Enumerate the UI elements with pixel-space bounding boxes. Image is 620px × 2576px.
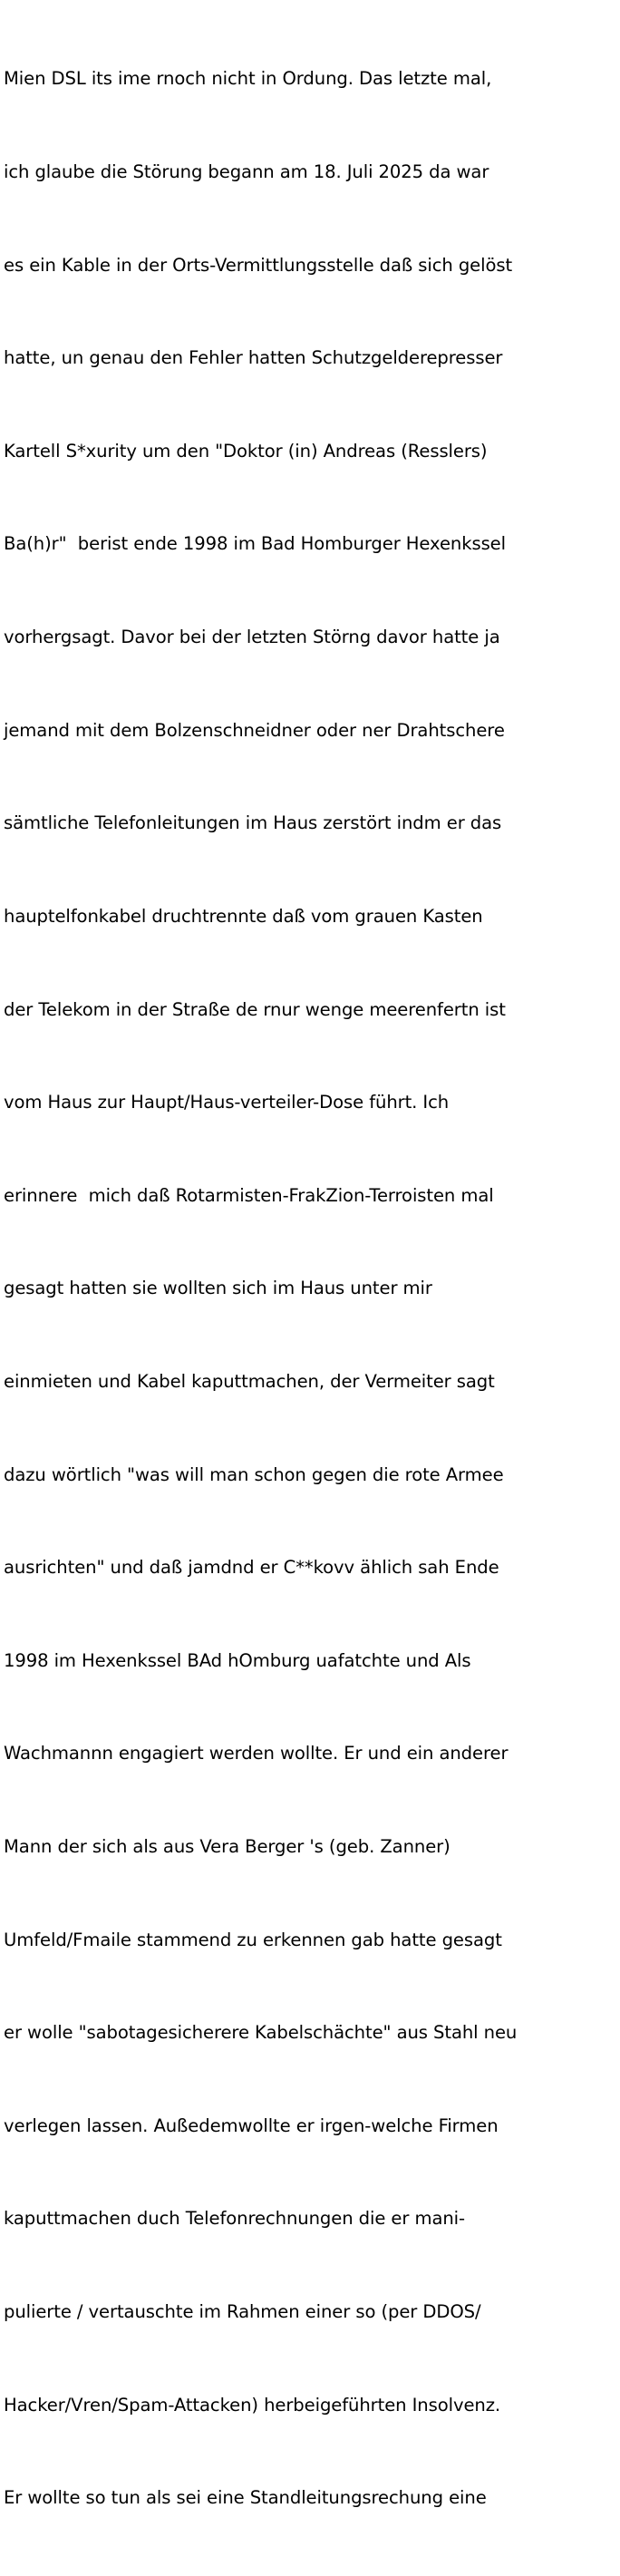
text-line: erinnere mich daß Rotarmisten-FrakZion-Terroisten mal — [4, 1184, 494, 1206]
text-line: pulierte / vertauschte im Rahmen einer so (per DDOS/ — [4, 2301, 481, 2323]
text-line: Er wollte so tun als sei eine Standleitungsrechung eine — [4, 2487, 487, 2509]
text-line: Wachmannn engagiert werden wollte. Er und ein anderer — [4, 1743, 509, 1764]
text-line: ausrichten" und daß jamdnd er C**kovv ählich sah Ende — [4, 1557, 499, 1579]
text-line: vorhergsagt. Davor bei der letzten Störng davor hatte ja — [4, 627, 500, 648]
text-line: Kartell S*xurity um den "Doktor (in) Andreas (Resslers) — [4, 440, 488, 462]
text-line: Umfeld/Fmaile stammend zu erkennen gab hatte gesagt — [4, 1929, 502, 1950]
text-line: hatte, un genau den Fehler hatten Schutzgelderepresser — [4, 347, 503, 369]
text-line: es ein Kable in der Orts-Vermittlungsstelle daß sich gelöst — [4, 254, 513, 276]
text-line: er wolle "sabotagesicherere Kabelschächte" aus Stahl neu — [4, 2022, 518, 2044]
text-line: der Telekom in der Straße de rnur wenge meerenfertn ist — [4, 998, 506, 1020]
text-line: Mien DSL its ime rnoch nicht in Ordung. Das letzte mal, — [4, 68, 492, 90]
text-line: kaputtmachen duch Telefonrechnungen die er mani- — [4, 2208, 465, 2230]
text-line: jemand mit dem Bolzenschneidner oder ner Drahtschere — [4, 719, 505, 741]
text-line: vom Haus zur Haupt/Haus-verteiler-Dose führt. Ich — [4, 1092, 450, 1113]
text-line: Mann der sich als aus Vera Berger 's (geb. Zanner) — [4, 1835, 450, 1857]
text-line: verlegen lassen. Außedemwollte er irgen-welche Firmen — [4, 2114, 499, 2136]
text-line: dazu wörtlich "was will man schon gegen die rote Armee — [4, 1463, 504, 1485]
text-line: gesagt hatten sie wollten sich im Haus unter mir — [4, 1278, 432, 1299]
document-text-block — [4, 2, 616, 2576]
text-line: einmieten und Kabel kaputtmachen, der Vermeiter sagt — [4, 1370, 495, 1392]
text-line: Hacker/Vren/Spam-Attacken) herbeigeführten Insolvenz. — [4, 2394, 501, 2416]
text-line: 1998 im Hexenkssel BAd hOmburg uafatchte und Als — [4, 1649, 471, 1671]
text-line: Ba(h)r" berist ende 1998 im Bad Homburger Hexenkssel — [4, 533, 506, 555]
text-line: hauptelfonkabel druchtrennte daß vom grauen Kasten — [4, 905, 483, 927]
text-line: ich glaube die Störung begann am 18. Juli 2025 da war — [4, 161, 489, 183]
text-line: sämtliche Telefonleitungen im Haus zerstört indm er das — [4, 812, 502, 834]
